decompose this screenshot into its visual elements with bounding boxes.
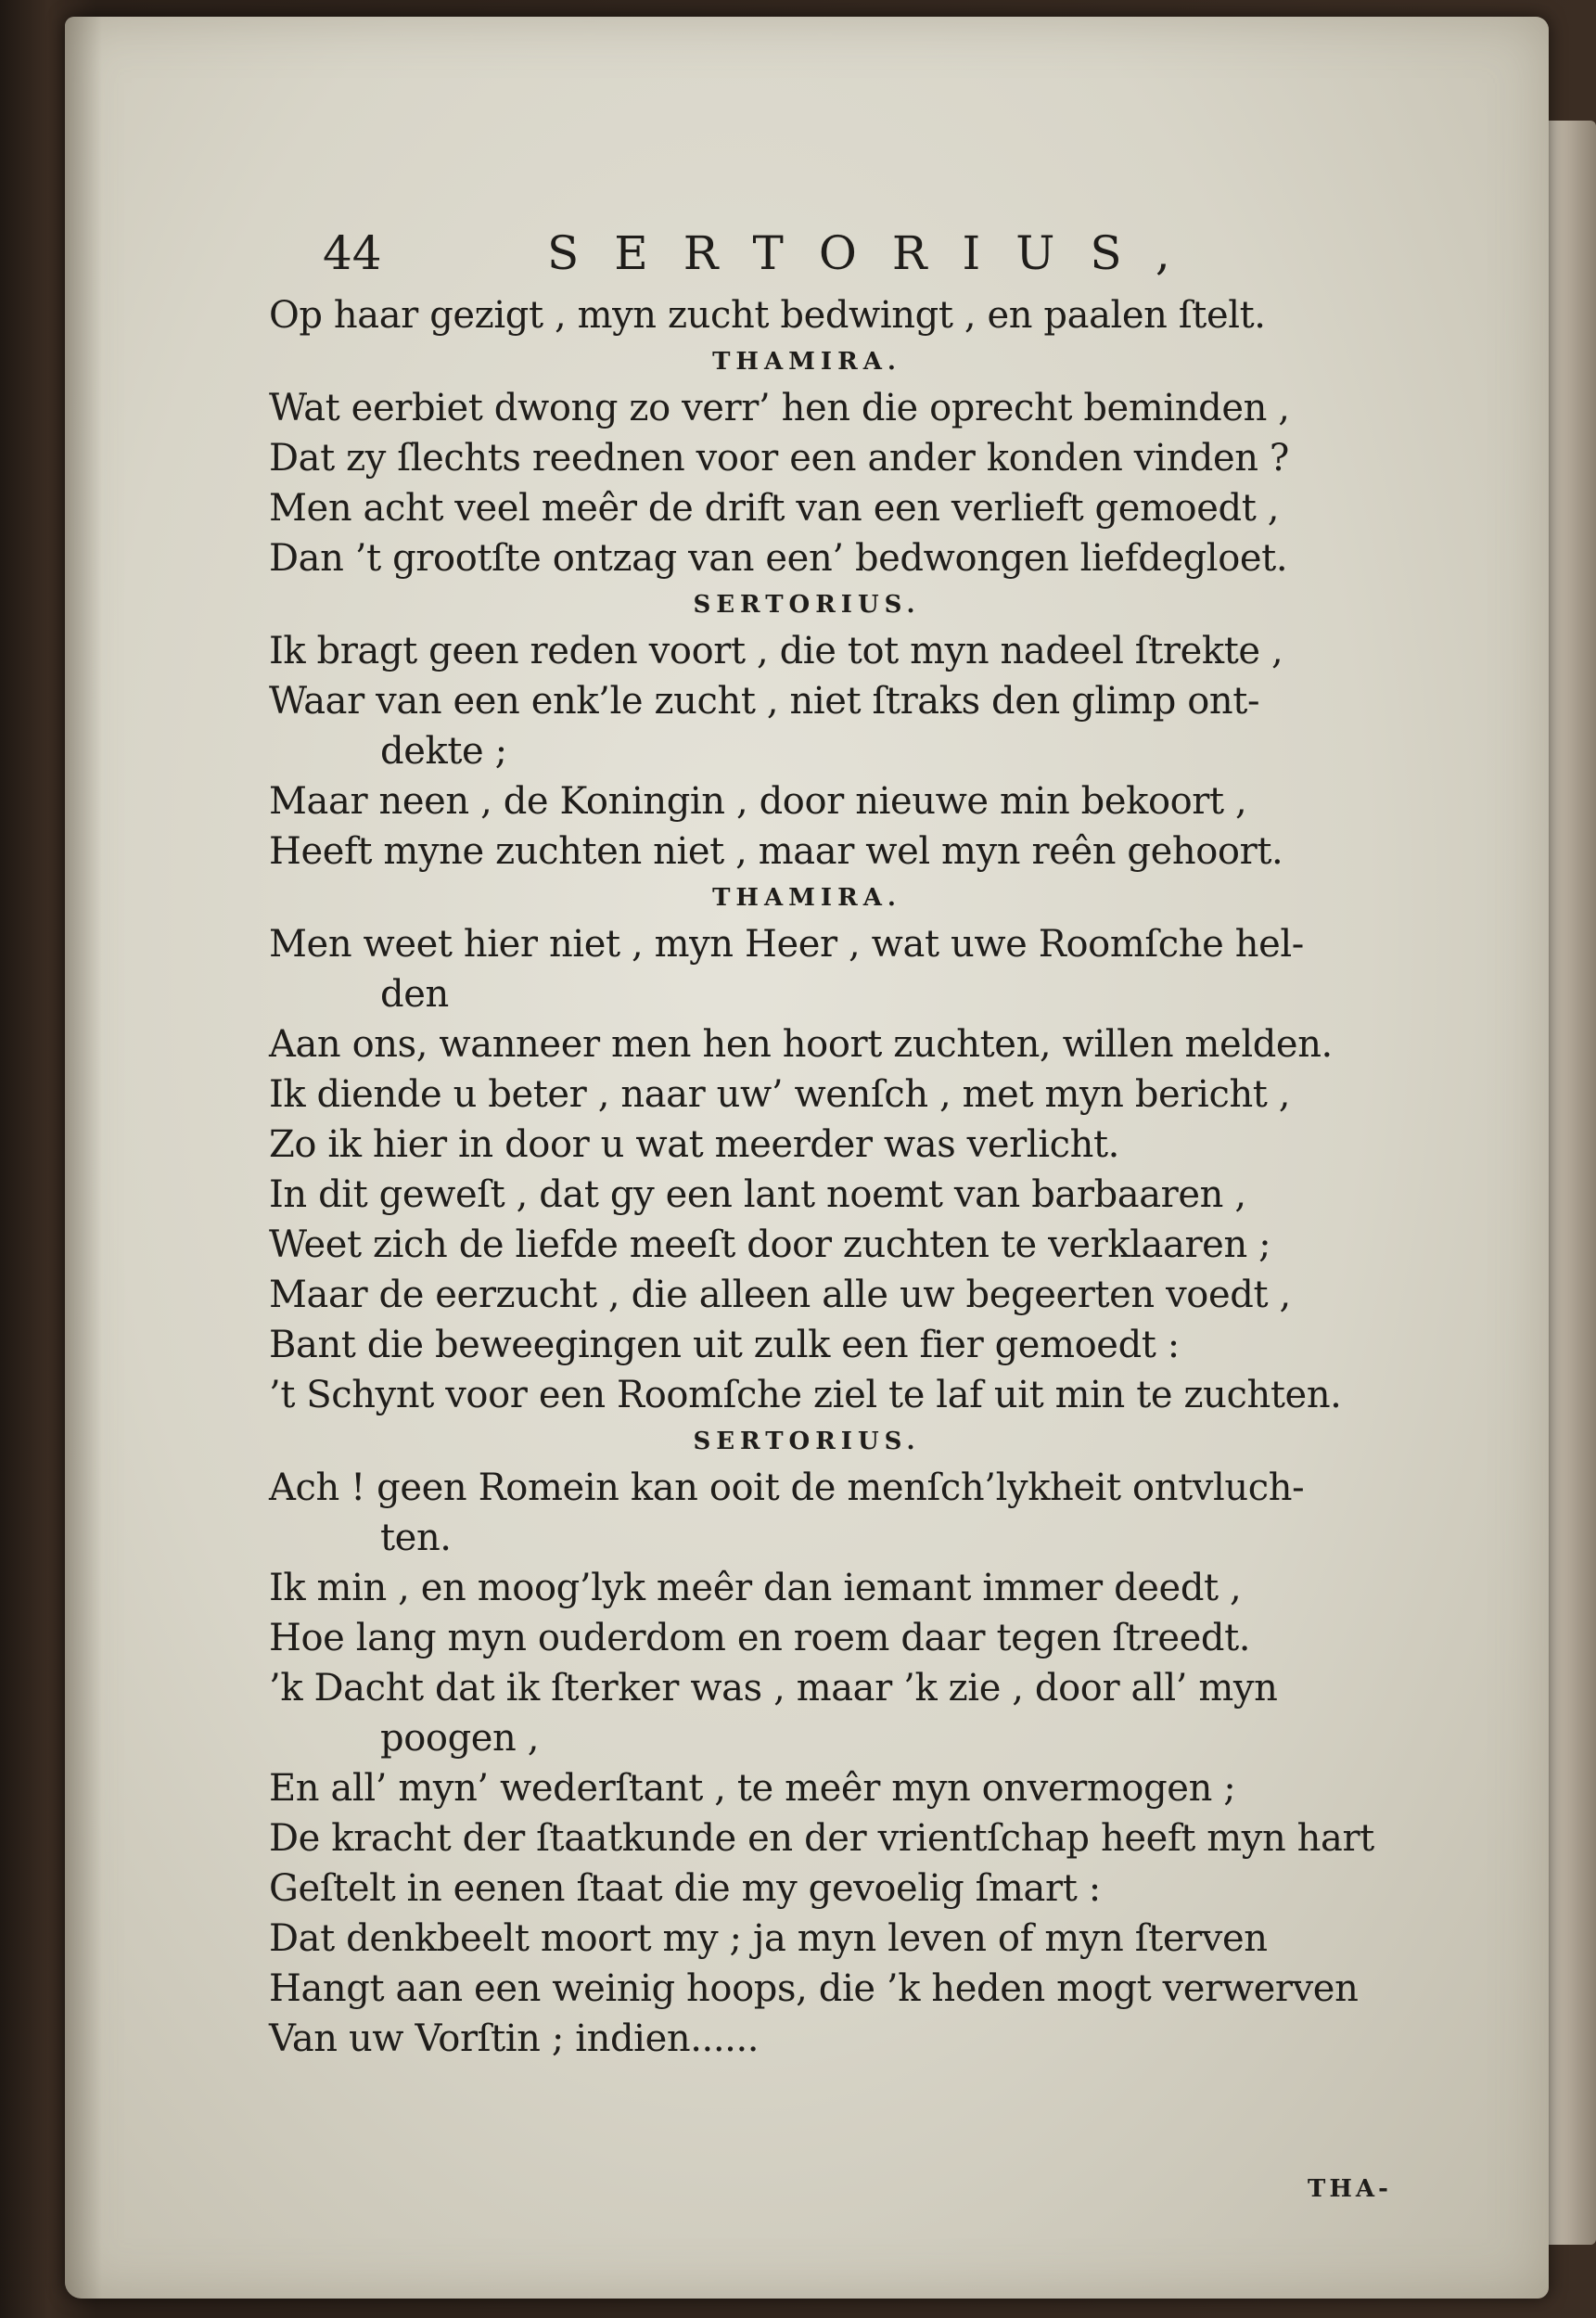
verse-line: Ik diende u beter , naar uw’ wenſch , met myn bericht , xyxy=(269,1073,1291,1116)
speaker-name: SERTORIUS. xyxy=(693,1428,921,1455)
verse-line: Wat eerbiet dwong zo verr’ hen die oprecht beminden , xyxy=(269,387,1290,429)
verse-line: Maar de eerzucht , die alleen alle uw begeerten voedt , xyxy=(269,1274,1291,1316)
verse-line: Hangt aan een weinig hoops, die ’k heden mogt verwerven xyxy=(269,1967,1359,2010)
verse-line: Men acht veel meêr de drift van een verlieft gemoedt , xyxy=(269,487,1280,530)
verse-line: Ik bragt geen reden voort , die tot myn nadeel ſtrekte , xyxy=(269,630,1283,672)
verse-line: ’t Schynt voor een Roomſche ziel te laf uit min te zuchten. xyxy=(269,1374,1342,1416)
book-page xyxy=(65,17,1549,2299)
speaker-name: THAMIRA. xyxy=(712,348,901,376)
verse-line-turnover: ten. xyxy=(380,1517,452,1559)
verse-line: De kracht der ſtaatkunde en der vrientſchap heeft myn hart xyxy=(269,1817,1374,1860)
verse-line: Heeft myne zuchten niet , maar wel myn reên gehoort. xyxy=(269,830,1283,873)
verse-line: Dan ’t grootſte ontzag van een’ bedwongen liefdegloet. xyxy=(269,537,1288,580)
page-header xyxy=(269,216,1530,290)
page-number: 44 xyxy=(323,226,382,280)
verse-line: ’k Dacht dat ik ſterker was , maar ’k zie , door all’ myn xyxy=(269,1667,1278,1710)
verse-line: Dat denkbeelt moort my ; ja myn leven of myn ſterven xyxy=(269,1917,1268,1960)
verse-line: En all’ myn’ wederſtant , te meêr myn onvermogen ; xyxy=(269,1767,1236,1810)
speaker-name: THAMIRA. xyxy=(712,884,901,912)
catchword: THA- xyxy=(1308,2175,1392,2203)
verse-line: Ik min , en moog’lyk meêr dan iemant immer deedt , xyxy=(269,1567,1242,1609)
verse-line: Ach ! geen Romein kan ooit de menſch’lykheit ontvluch- xyxy=(269,1466,1305,1509)
verse-line: Zo ik hier in door u wat meerder was verlicht. xyxy=(269,1123,1119,1166)
verse-line-turnover: dekte ; xyxy=(380,730,507,773)
verse-line: Van uw Vorſtin ; indien...... xyxy=(269,2017,760,2060)
verse-line-turnover: poogen , xyxy=(380,1717,540,1760)
verse-line: Hoe lang myn ouderdom en roem daar tegen ſtreedt. xyxy=(269,1617,1251,1659)
page-text xyxy=(269,216,1530,2064)
verse-line: Geſtelt in eenen ſtaat die my gevoelig ſmart : xyxy=(269,1867,1101,1910)
verse-lines xyxy=(269,290,1530,2064)
verse-line: Maar neen , de Koningin , door nieuwe min bekoort , xyxy=(269,780,1247,823)
verse-line: Waar van een enk’le zucht , niet ſtraks den glimp ont- xyxy=(269,680,1260,723)
verse-line: Op haar gezigt , myn zucht bedwingt , en paalen ſtelt. xyxy=(269,294,1266,337)
verse-line: In dit geweſt , dat gy een lant noemt van barbaaren , xyxy=(269,1173,1246,1216)
verse-line: Weet zich de liefde meeſt door zuchten te verklaaren ; xyxy=(269,1223,1271,1266)
verse-line-turnover: den xyxy=(380,973,449,1016)
speaker-name: SERTORIUS. xyxy=(693,591,921,619)
running-head: SERTORIUS, xyxy=(547,226,1206,280)
verse-line: Men weet hier niet , myn Heer , wat uwe Roomſche hel- xyxy=(269,923,1304,966)
verse-line: Aan ons, wanneer men hen hoort zuchten, willen melden. xyxy=(269,1023,1333,1066)
verse-line: Bant die beweegingen uit zulk een fier gemoedt : xyxy=(269,1324,1180,1366)
verse-line: Dat zy ſlechts reednen voor een ander konden vinden ? xyxy=(269,437,1289,480)
